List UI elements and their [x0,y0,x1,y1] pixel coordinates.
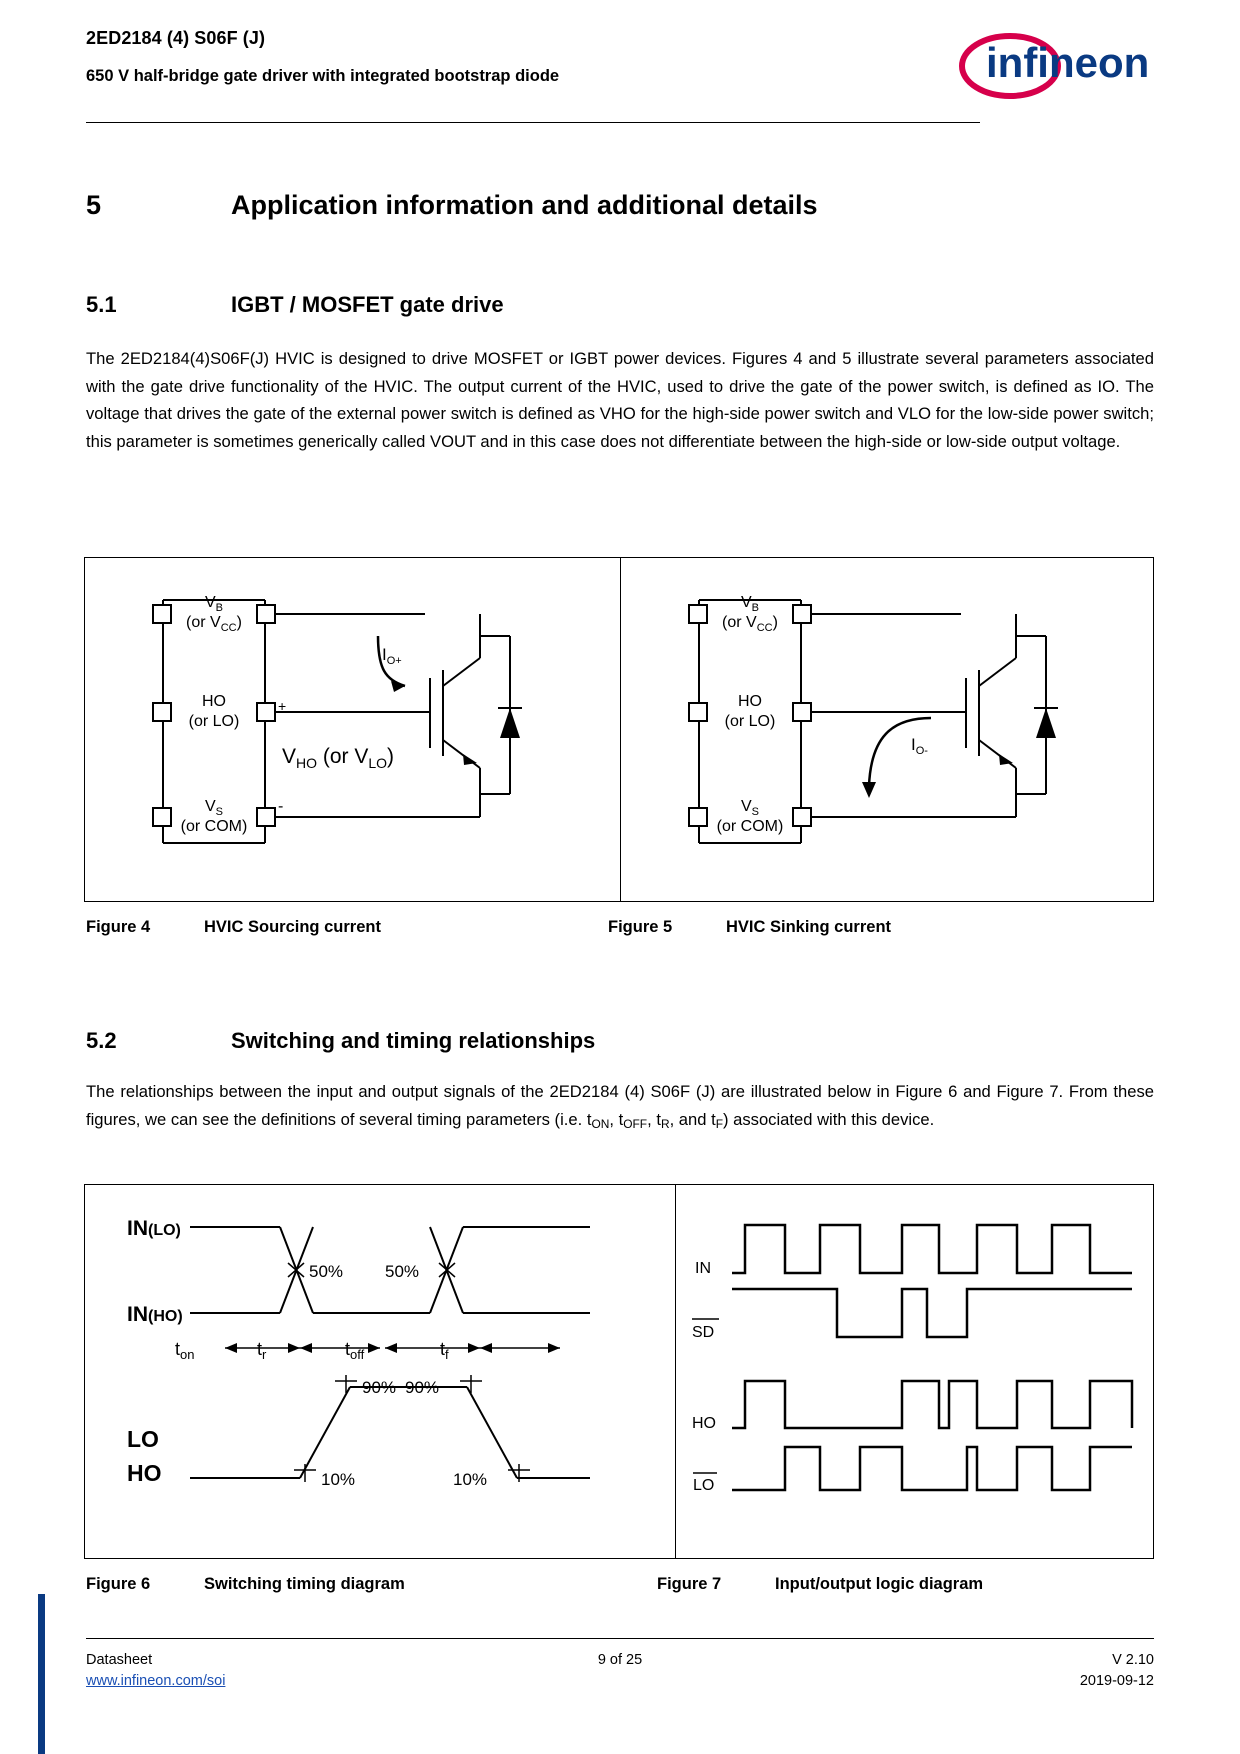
section-5-number: 5 [86,190,102,220]
para-52-line2e: , [647,1109,652,1129]
svg-text:(or COM): (or COM) [180,818,248,835]
figure-6-timing-tf: $t_f$ [440,1339,449,1362]
figure-5-current-label: $I_{O-}$ [911,735,928,757]
figure-6-label-in-ho: IN(HO) [127,1303,183,1326]
figure-6-marker-50b: 50% [385,1262,420,1281]
svg-text:(or LO): (or LO) [188,713,240,730]
figure-7-label-ho: HO [692,1415,716,1432]
figure-6-marker-10a: 10% [321,1470,356,1489]
figure-6-diagram [85,1185,673,1558]
footer-version: V 2.10 [1112,1652,1154,1668]
section-52-title: Switching and timing relationships [231,1028,596,1053]
header-subtitle: 650 V half-bridge gate driver with integrated bootstrap diode [86,67,560,85]
para-52-line3a: t [656,1109,661,1129]
svg-text:VB: $V_B$ [204,594,224,614]
section-51-body: The 2ED2184(4)S06F(J) HVIC is designed to drive MOSFET or IGBT power devices. Figures 4 and 5 illustrate several parameters associated with the gate drive functionality of the HVIC. The output current of the HVIC, used to drive the gate of the power switch, is defined as IO. The voltage that drives the gate of the external power switch is defined as VHO for the high-side power switch and VLO for the low-side power switch; this parameter is sometimes generically called VOUT and in this case does not differentiate between the high-side or low-side output voltage. [86,349,1154,451]
section-51-heading [86,292,1086,318]
logo-wordmark: infineon [986,39,1150,86]
header-divider [86,122,980,123]
para-52-sub-f: F [715,1116,723,1131]
svg-text:VS: $V_S$ [740,798,760,818]
footer-url-link[interactable]: www.infineon.com/soi [86,1673,226,1689]
figure-6-timing-tr: $t_r$ [257,1339,267,1362]
section-5-heading [86,190,1086,221]
figure-6-caption [86,1575,405,1594]
figure-6-marker-50a: 50% [309,1262,344,1281]
figure-5-diagram [621,558,1154,901]
svg-text:(or VCC): (or $V_{CC}$) [722,614,778,634]
figure-4-5-container [84,557,1154,902]
para-52-sub-off: OFF [623,1116,648,1131]
footer-doc-type: Datasheet [86,1652,153,1668]
section-5-title: Application information and additional details [231,190,818,220]
para-52-sub-r: R [660,1116,670,1131]
figure-7-label-in: IN [695,1260,711,1277]
figure-6-label-ho: HO [127,1460,162,1486]
figure-6-marker-90a: 90% [362,1378,397,1397]
figure-6-label-in-lo: IN(LO) [127,1217,181,1240]
figure-5-caption-text: HVIC Sinking current [726,918,892,936]
figure-5-label: Figure 5 [608,918,673,936]
para-52-line1: The relationships between the input and output signals of the 2ED2184 (4) S06F (J) are illustrated below in [86,1082,890,1101]
svg-text:(or COM): (or COM) [716,818,784,835]
para-52-line3e: ) associated with this device. [723,1109,935,1129]
figure-4-caption-text: HVIC Sourcing current [204,918,381,936]
figure-7-label-lo: LO [693,1477,715,1494]
svg-text:VB: $V_B$ [740,594,760,614]
svg-text:(or VCC): (or $V_{CC}$) [186,614,242,634]
infineon-logo [958,22,1158,104]
figure-7-label-sd: SD [692,1324,715,1341]
figure-5-caption [608,918,891,937]
svg-text:+: + [278,698,287,714]
figure-7-caption-text: Input/output logic diagram [775,1575,984,1593]
page-edge-bar [38,1594,45,1754]
section-51-title: IGBT / MOSFET gate drive [231,292,504,317]
figure-7-caption [657,1575,983,1594]
svg-text:VS: $V_S$ [204,798,224,818]
figure-6-label: Figure 6 [86,1575,151,1593]
footer-page-number: 9 of 25 [597,1652,643,1668]
para-52-line2c: , t [609,1109,624,1129]
figure-6-timing-ton: $t_{on}$ [175,1339,195,1362]
svg-text:-: - [278,798,284,815]
figure-6-marker-10b: 10% [453,1470,488,1489]
figure-7-diagram [677,1185,1155,1558]
footer-right [1080,1652,1154,1689]
section-52-heading [86,1028,1086,1054]
footer-date: 2019-09-12 [1079,1673,1154,1689]
figure-4-diagram [85,558,618,901]
para-52-line3c: , and t [669,1109,716,1129]
figure-divider-2 [675,1185,676,1558]
para-52-sub-on: ON [591,1116,610,1131]
svg-text:HO: HO [738,693,762,710]
figure-6-timing-toff: $t_{off}$ [345,1339,365,1362]
figure-4-label: Figure 4 [86,918,151,936]
footer-divider [86,1638,1154,1639]
figure-6-caption-text: Switching timing diagram [204,1575,405,1593]
figure-4-caption [86,918,381,937]
section-51-number: 5.1 [86,292,117,317]
section-52-body [86,1078,1154,1138]
section-52-number: 5.2 [86,1028,117,1053]
figure-4-current-label: $I_{O+}$ [382,645,402,667]
para-52-line2a: Figure 6 and Figure 7. From these figures, we can see the definitions of several timing parameters (i.e. t [86,1082,1154,1129]
header-part-number: 2ED2184 (4) S06F (J) [86,28,266,48]
figure-6-7-container [84,1184,1154,1559]
figure-7-label: Figure 7 [657,1575,722,1593]
figure-6-marker-90b: 90% [405,1378,440,1397]
figure-6-label-lo: LO [127,1426,159,1452]
svg-text:HO: HO [202,693,226,710]
svg-text:VHO (or VLO): $V_{HO}$ (or $V_{LO}$) [282,745,395,771]
svg-text:(or LO): (or LO) [724,713,776,730]
